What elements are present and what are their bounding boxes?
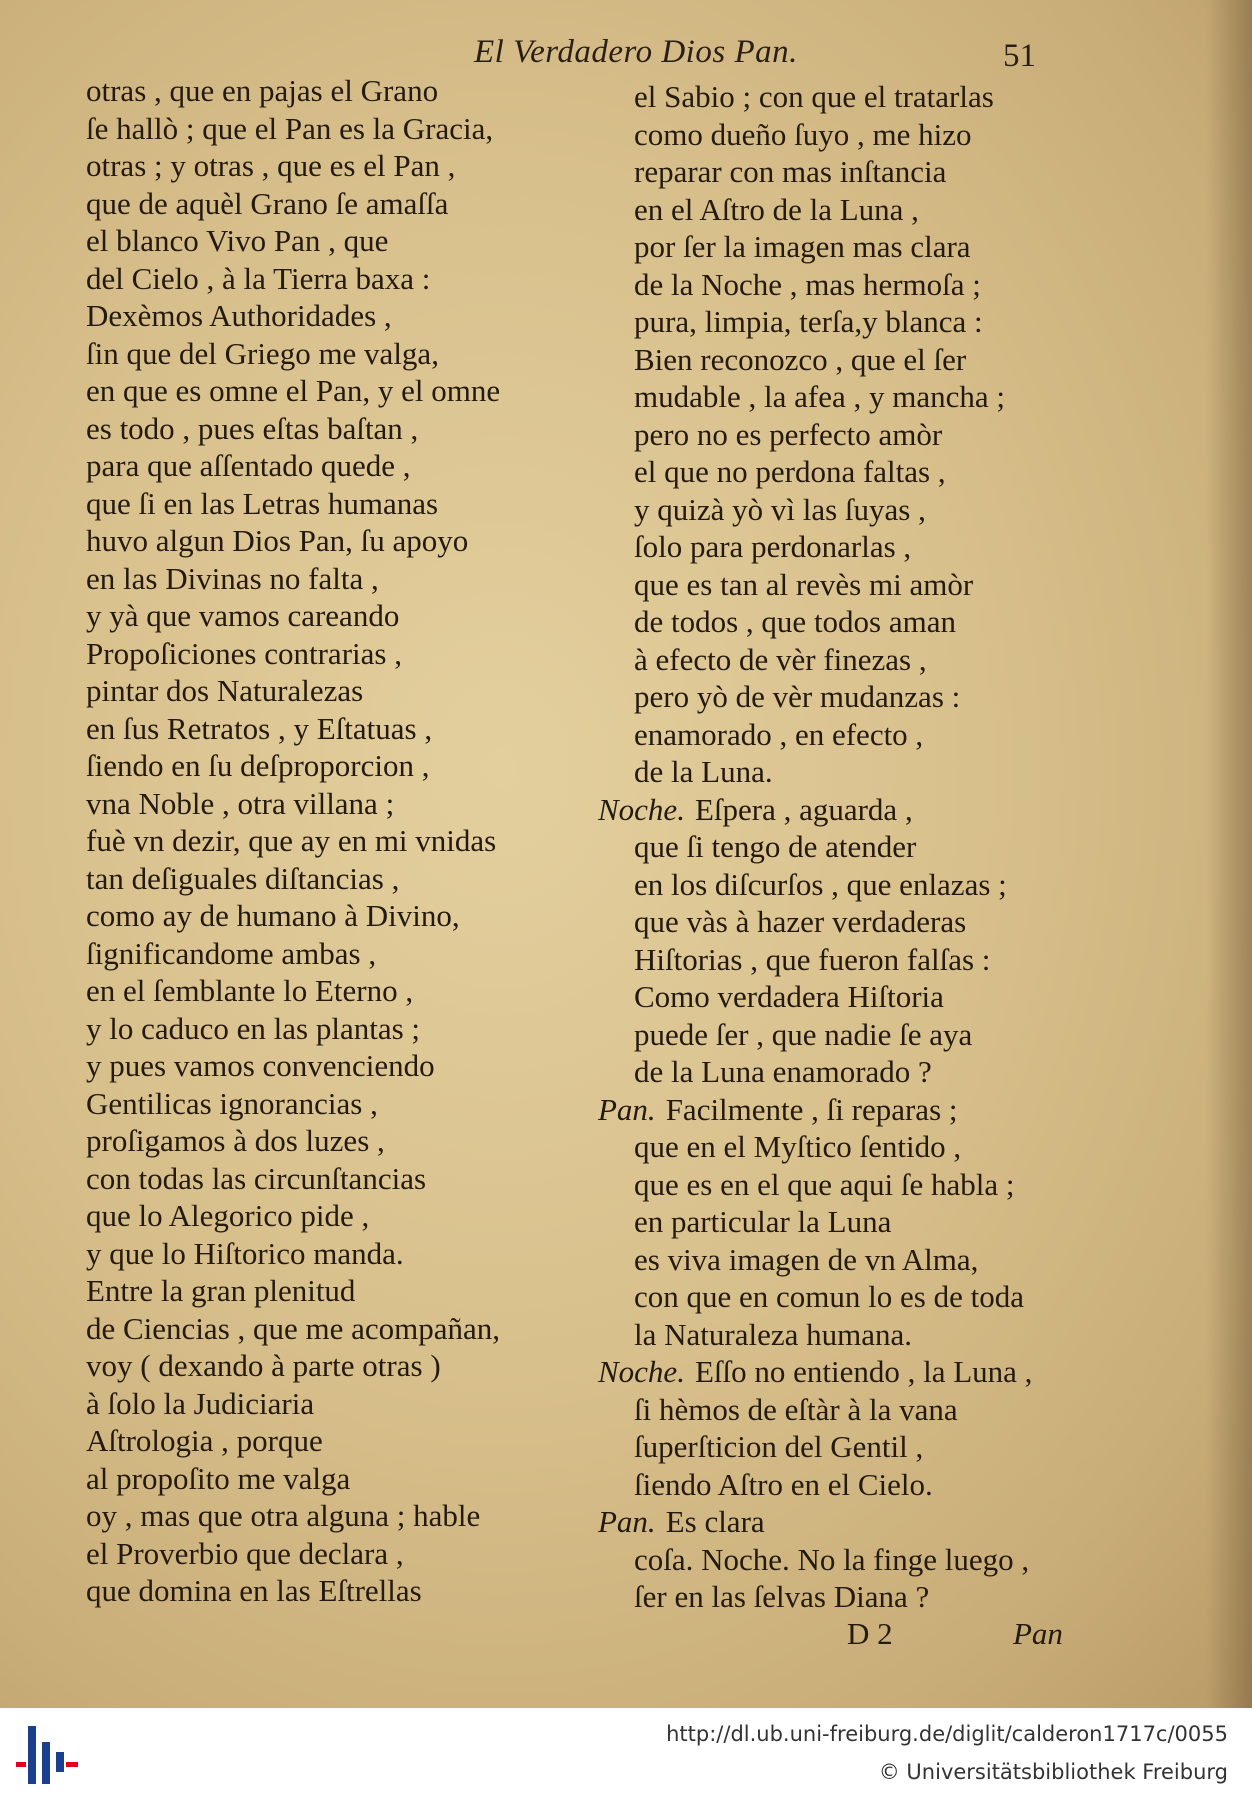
verse-text: ſer en las ſelvas Diana ? [634,1579,930,1614]
verse-line: Aſtrologia , porque [86,1423,323,1458]
verse-text: el Sabio ; con que el tratarlas [634,79,994,114]
left-column [86,72,586,1610]
verse-line [598,603,1118,641]
verse-line [598,228,1118,266]
verse-line [598,116,1118,154]
verse-line: de Ciencias , que me acompañan, [86,1310,501,1346]
verse-line: y yà que vamos careando [86,598,400,633]
verse-line: proſigamos à dos luzes , [86,1123,385,1158]
verse-line [598,1203,1118,1241]
verse-line: Dexèmos Authoridades , [86,298,392,333]
verse-line: y lo caduco en las plantas ; [86,1010,421,1046]
viewer-footer [0,1708,1252,1797]
verse-line [598,1053,1118,1091]
verse-text: de todos , que todos aman [634,604,957,639]
verse-line [598,1278,1118,1316]
verse-line: huvo algun Dios Pan, ſu apoyo [86,523,469,558]
verse-line [598,828,1118,866]
verse-text: en los diſcurſos , que enlazas ; [634,866,1007,902]
verse-line: y pues vamos convenciendo [86,1048,435,1083]
running-head: El Verdadero Dios Pan. [474,34,798,70]
verse-text: que es tan al revès mi amòr [634,566,974,602]
verse-line: es todo , pues eſtas baſtan , [86,410,419,446]
verse-text: es viva imagen de vn Alma, [634,1241,979,1277]
verse-line [598,453,1118,491]
verse-text: reparar con mas inſtancia [634,154,947,189]
verse-line [598,378,1118,416]
verse-line [598,678,1118,716]
verse-line [598,528,1118,566]
verse-line: al propoſito me valga [86,1460,351,1496]
verse-text: y quizà yò vì las ſuyas , [634,491,926,527]
verse-text: ſuperſticion del Gentil , [634,1429,924,1464]
page-number: 51 [1003,38,1036,74]
verse-line [598,1241,1118,1279]
verse-line [598,191,1118,229]
verse-line: Propoſiciones contrarias , [86,635,402,671]
verse-line [598,1316,1118,1354]
verse-line [598,1428,1118,1466]
verse-text: de la Noche , mas hermoſa ; [634,266,981,302]
verse-line: Gentilicas ignorancias , [86,1085,378,1121]
speaker-label: Pan. [598,1504,656,1539]
verse-line: que domina en las Eſtrellas [86,1573,422,1608]
speaker-label: Noche. [598,791,685,827]
verse-line: como ay de humano à Divino, [86,898,460,933]
verse-line [598,416,1118,454]
verse-text: coſa. Noche. No la finge luego , [634,1541,1030,1577]
verse-line: ſignificandome ambas , [86,935,377,971]
verse-line: fuè vn dezir, que ay en mi vnidas [86,823,497,858]
verse-text: que en el Myſtico ſentido , [634,1129,962,1164]
verse-text: por ſer la imagen mas clara [634,229,971,264]
right-column [598,78,1118,1616]
verse-text: à efecto de vèr finezas , [634,641,927,677]
verse-line: ſin que del Griego me valga, [86,335,439,371]
verse-text: pero yò de vèr mudanzas : [634,679,961,714]
verse-text: Es clara [665,1504,765,1539]
verse-line [598,1091,1118,1129]
verse-line: en ſus Retratos , y Eſtatuas , [86,710,433,746]
speaker-label: Pan. [598,1091,656,1127]
verse-line: que lo Alegorico pide , [86,1198,370,1233]
verse-line: que de aquèl Grano ſe amaſſa [86,185,449,221]
verse-line: vna Noble , otra villana ; [86,785,395,821]
source-url-link[interactable]: http://dl.ub.uni-freiburg.de/diglit/calderon1717c/0055 [666,1722,1228,1746]
verse-line: ſiendo en ſu deſproporcion , [86,748,430,783]
verse-text: la Naturaleza humana. [634,1316,912,1352]
verse-text: Eſpera , aguarda , [694,791,913,827]
verse-line: para que aſſentado quede , [86,448,411,483]
verse-line [598,716,1118,754]
verse-line [598,78,1118,116]
verse-text: como dueño ſuyo , me hizo [634,116,972,152]
verse-text: mudable , la afea , y mancha ; [634,379,1005,414]
verse-line [598,978,1118,1016]
verse-line [598,791,1118,829]
verse-text: Eſſo no entiendo , la Luna , [694,1354,1033,1389]
verse-line [598,1353,1118,1391]
verse-line [598,1503,1118,1541]
verse-text: Facilmente , ſi reparas ; [665,1091,958,1127]
verse-line: otras ; y otras , que es el Pan , [86,148,456,183]
verse-line [598,1541,1118,1579]
verse-text: el que no perdona faltas , [634,454,946,489]
verse-text: enamorado , en efecto , [634,716,924,752]
verse-line [598,1016,1118,1054]
verse-line [598,1128,1118,1166]
verse-line: pintar dos Naturalezas [86,673,364,708]
signature-mark: D 2 [847,1616,893,1651]
verse-line [598,491,1118,529]
speaker-label: Noche. [598,1354,685,1389]
copyright-notice: © Universitätsbibliothek Freiburg [878,1760,1228,1784]
verse-line [598,1391,1118,1429]
verse-line [598,566,1118,604]
verse-text: en el Aſtro de la Luna , [634,191,919,227]
verse-text: Como verdadera Hiſtoria [634,979,944,1014]
verse-text: que es en el que aqui ſe habla ; [634,1166,1015,1202]
verse-line: à ſolo la Judiciaria [86,1385,315,1421]
verse-line: y que lo Hiſtorico manda. [86,1235,404,1271]
verse-line: con todas las circunſtancias [86,1160,427,1196]
verse-line: otras , que en pajas el Grano [86,73,439,108]
verse-line: Entre la gran plenitud [86,1273,356,1308]
verse-text: de la Luna. [634,754,773,789]
verse-line [598,303,1118,341]
verse-line [598,753,1118,791]
verse-line: en el ſemblante lo Eterno , [86,973,414,1008]
verse-text: pura, limpia, terſa,y blanca : [634,304,983,339]
verse-text: ſiendo Aſtro en el Cielo. [634,1466,933,1502]
verse-line: ſe hallò ; que el Pan es la Gracia, [86,110,494,146]
verse-text: ſolo para perdonarlas , [634,529,912,564]
verse-text: pero no es perfecto amòr [634,416,943,452]
verse-line [598,341,1118,379]
verse-line: voy ( dexando à parte otras ) [86,1348,441,1383]
verse-line [598,641,1118,679]
verse-line [598,866,1118,904]
verse-text: de la Luna enamorado ? [634,1054,932,1089]
verse-line [598,1466,1118,1504]
verse-text: en particular la Luna [634,1204,892,1239]
verse-line [598,153,1118,191]
verse-text: ſi hèmos de eſtàr à la vana [634,1391,958,1427]
verse-text: con que en comun lo es de toda [634,1279,1024,1314]
verse-text: puede ſer , que nadie ſe aya [634,1016,973,1052]
verse-line: en que es omne el Pan, y el omne [86,373,501,408]
verse-line: oy , mas que otra alguna ; hable [86,1498,481,1533]
verse-line [598,941,1118,979]
page-edge-shadow [1206,0,1252,1708]
verse-line: el blanco Vivo Pan , que [86,223,389,258]
verse-line: el Proverbio que declara , [86,1535,404,1571]
verse-text: Hiſtorias , que fueron falſas : [634,941,991,977]
verse-text: que ſi tengo de atender [634,829,917,864]
verse-line [598,903,1118,941]
verse-line: tan deſiguales diſtancias , [86,860,400,896]
ub-freiburg-logo-icon[interactable] [14,1722,80,1788]
verse-line [598,266,1118,304]
verse-text: que vàs à hazer verdaderas [634,904,967,939]
verse-line: del Cielo , à la Tierra baxa : [86,260,431,296]
verse-line: que ſi en las Letras humanas [86,485,439,521]
catchword: Pan [1013,1616,1063,1651]
verse-text: Bien reconozco , que el ſer [634,341,967,377]
verse-line [598,1578,1118,1616]
verse-line: en las Divinas no falta , [86,560,379,596]
verse-line [598,1166,1118,1204]
